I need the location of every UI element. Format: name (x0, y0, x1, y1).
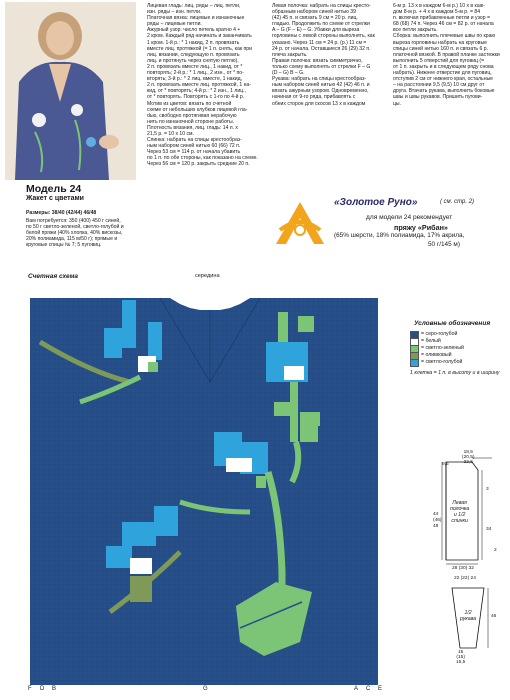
model-title: Модель 24 (26, 183, 82, 195)
back-bottom-dimension: 28 (30) 32 (452, 566, 474, 571)
legend-swatch (410, 359, 419, 367)
sleeve-top-dimension: 22 (22) 24 (454, 576, 476, 581)
legend-title: Условные обозначения (414, 320, 491, 327)
sleeve-bottom-dimension: 15 (15) 16,5 (456, 650, 466, 665)
axis-letter-a: A (354, 686, 359, 692)
instructions-col2: Левая полочка: набрать на спицы кресто- образным набором синей нитью 39 (42) 45 п. и связать 9 см = 20 р. лиц. гладью. Продолжить по схеме от стрелки A – G (F – E) – G. Убавки для выреза горловины с левой стороны выполнять, как указано. Через 11 см = 24 р. (р.) 11 см = 24 р. от начала. Оставшиеся 26 (29) 32 п. плеча закрыть. Правая полочка: вязать симметрично, только схему выполнять от стрелки F – G (D – G) B – G. Рукава: набрать на спицы крестообраз- ным набором синей нитью 42 (42) 46 п. и вязать ажурным узором. Одновременно, начиная от 9-го ряда, прибавлять с обеих сторон для скосов 13 x в каждом (272, 3, 375, 107)
legend-item: = светло-голубой (410, 359, 505, 366)
back-right-dimension: 2 (494, 548, 497, 553)
axis-letter-d: D (40, 686, 45, 692)
axis-letter-c: C (366, 686, 371, 692)
legend-item: = светло-зеленый (410, 345, 505, 352)
chart-title: Счетная схема (28, 273, 78, 280)
legend (410, 331, 505, 377)
back-piece-label: Левая полочка и 1/2 спинки (450, 500, 470, 524)
yarn-promo (272, 196, 508, 268)
promo-line3: (65% шерсти, 18% полиамида, 17% акрила, (334, 232, 465, 239)
golden-fleece-logo (274, 200, 326, 246)
legend-item: = белый (410, 338, 505, 345)
center-label: середина (195, 273, 220, 279)
legend-item: = серо-голубой (410, 331, 505, 338)
back-shoulder-dimension: 9,5 (442, 462, 449, 467)
sizes-text: Размеры: 38/40 (42/44) 46/48 (26, 210, 97, 216)
knitting-chart (30, 282, 378, 685)
axis-letter-g: G (203, 686, 208, 692)
axis-letter-e: E (378, 686, 383, 692)
model-photo (5, 2, 136, 180)
legend-item: = оливковый (410, 352, 505, 359)
sleeve-side-dimension: 46 (491, 614, 497, 619)
back-mid-dimension: 3 34 (486, 487, 492, 532)
instructions-col1: Лицевая гладь: лиц. ряды – лиц. петли, изн. ряды – изн. петли. Платочная вязка: лицевые и изнаночные ряды – лицевые петли. Ажурный узор: число петель кратно 4 + 2 кром. Каждый ряд начинать и заканчивать 1 кром. 1-й р.: * 1 накид, 2 п. провязать вместе лиц. протяжкой (= 1 п. снять, как при лиц. вязании, следующую п. провязать лиц. и протянуть через снятую петлю), 2 п. провязать вместе лиц., 1 накид, от * повторять; 2-й р.: * 1 лиц., 2 изн., от * по- вторять; 3-й р.: * 2 лиц. вместе, 1 накид, 2 п. провязать вместе лиц. протяжкой, 1 на- кид, от * повторять; 4-й р.: * 2 изн., 1 лиц., от * повторять. Повторять с 1-го по 4-й р. Мотив из цветов: вязать по счетной схеме от небольших клубков лицевой гла- dью, свободно протягивая нерабочую нить по изнаночной стороне работы. Плотность вязания, лиц. гладь: 14 п. x 21,5 р. = 10 x 10 см. Спинка: набрать на спицы крестообраз- ным набором синей нитью 60 (66) 72 п. Через 53 см = 114 р. от начала убавить по 1 п. по обе стороны, как показано на схеме. Через 56 см = 120 р. закрыть средние 20 п. (147, 3, 258, 168)
sleeve-piece-label: 1/2 рукава (460, 610, 477, 622)
materials-text: Вам потребуется: 350 (400) 450 г синей, по 50 г светло-зеленой, светло-голубой и белой пряжи (40% хлопка, 40% вискозы, 20% полиамида, 115 м/50 г); прямые и круговые спицы № 7; 5 пуговиц. (26, 218, 124, 249)
axis-letter-f: F (28, 686, 32, 692)
promo-ref: ( см. стр. 2) (440, 199, 475, 205)
promo-brand: «Золотое Руно» (334, 197, 418, 208)
instructions-col3: 6-м р. 13 x в каждом 6-м р.) 10 x в каж- дом 8-м р. + 4 x в каждом 5-м р. = 84 п. включая прибавленные петли и узор = 68 (68) 74 п. Через 46 см = 82 р. от начала все петли закрыть. Сборка: выполнить плечевые швы по краю выреза горловины набрать на круговые спицы синей нитью 160 п. и связать 6 р. платочной вязкой. В правой планке застежки выполнить 5 отверстий для пуговиц (= от 1 п. закрыть и в следующем ряду снова набрать). Нижнее отверстие для пуговиц, отступив 2 см от нижнего края, остальные – на расстоянии 9,5 (9,5) 10 см друг от друга. Втачать рукава, выполнить боковые швы и швы рукавов. Пришить пугови- цы. (393, 3, 500, 107)
model-subtitle: Жакет с цветами (26, 195, 84, 202)
axis-letter-b: B (52, 686, 57, 692)
promo-line4: 50 г/145 м) (428, 241, 460, 248)
promo-line2: пряжу «Рибан» (394, 223, 448, 232)
back-side-dimension: 44 (46) 48 (433, 512, 442, 529)
back-top-dimension: 18,5 (20,5) 22,5 (462, 450, 475, 465)
promo-line1: для модели 24 рекомендует (366, 214, 453, 221)
legend-note: 1 клетка = 1 п. в высоту и в ширину (410, 370, 500, 376)
